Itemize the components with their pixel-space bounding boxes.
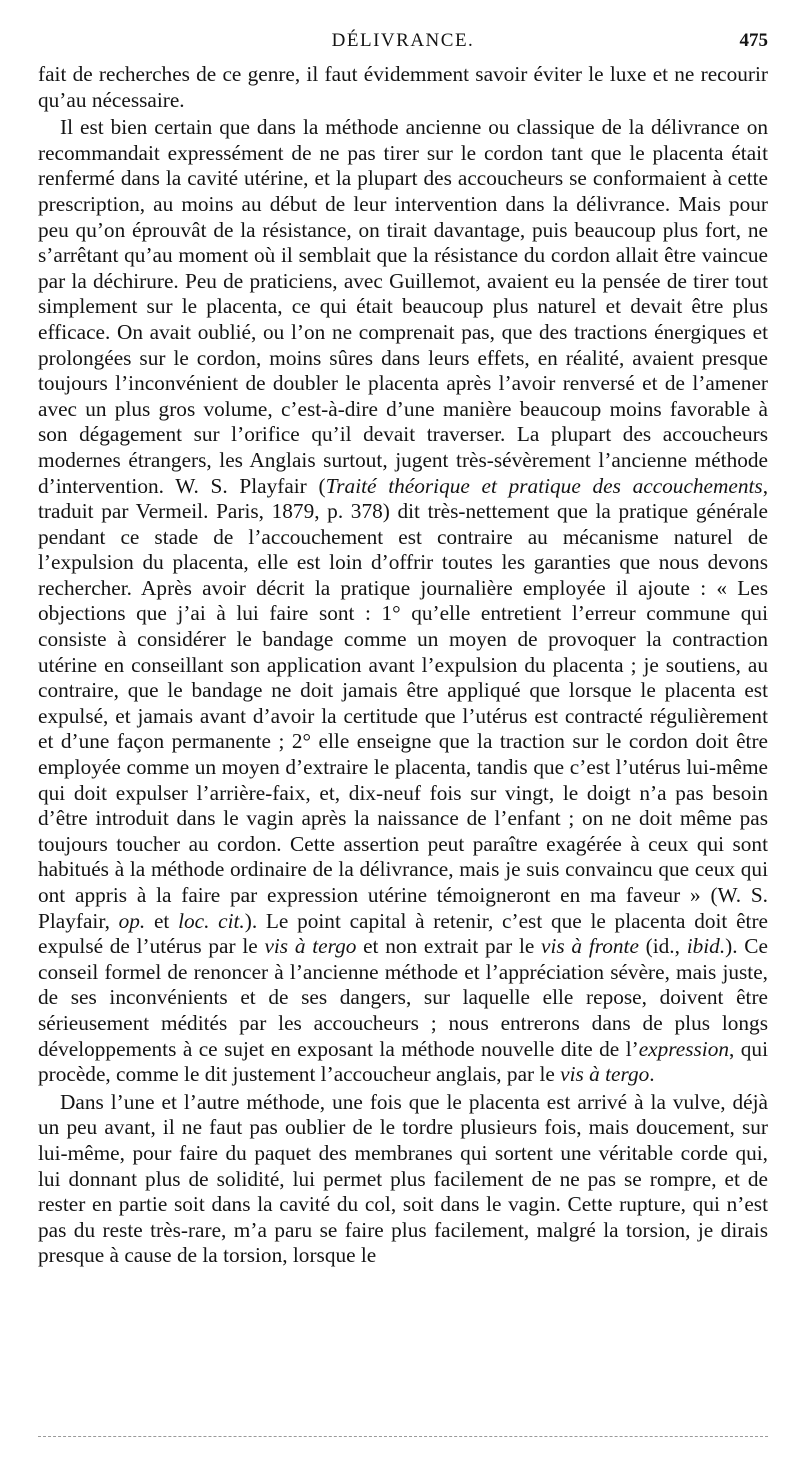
italic-run: vis à tergo [264,934,357,959]
italic-run: ibid. [686,934,726,959]
text-run: et [145,908,179,933]
text-run: Dans l’une et l’autre méthode, une fois que le placenta est arrivé à la vulve, déjà un peu avant, il ne faut pas oublier de le tordre plusieurs fois, mais doucement, sur lui-même, pour faire du paquet des membranes qui sortent une véritable corde qui, lui donnant plus de solidité, lui permet plus facilement de ne pas se rompre, et de rester en partie soit dans la cavité du col, soit dans le vagin. Cette rupture, qui n’est pas du reste très-rare, m’a paru se faire plus facilement, malgré la torsion, je dirais presque à cause de la torsion, lorsque le [38,1089,768,1268]
running-title: DÉLIVRANCE. [331,30,475,51]
text-run: , traduit par Vermeil. Paris, 1879, p. 378) dit très-nettement que la pratique générale pendant ce stade de l’accouchement est contraire au mécanisme naturel de l’expulsion du placenta, elle est loin d’offrir toutes les garanties que nous devons rechercher. Après avoir décrit la pratique journalière employée il ajoute : « Les objections que j’ai à lui faire sont : 1° qu’elle entretient l’erreur commune qui consiste à considérer le bandage comme un moyen de provoquer la contraction utérine en conseillant son application avant l’expulsion du placenta ; je soutiens, au contraire, que le bandage ne doit jamais être appliqué que lorsque le placenta est expulsé, et jamais avant d’avoir la certitude que l’utérus est contracté régulièrement et d’une façon permanente ; 2° elle enseigne que la traction sur le cordon doit être employée comme un moyen d’extraire le placenta, tandis que c’est l’utérus lui-même qui doit expulser l’arrière-faix, et, dix-neuf fois sur vingt, le doigt n’a pas besoin d’être introduit dans le vagin après la naissance de l’enfant ; on ne doit même pas toujours toucher au cordon. Cette assertion peut paraître exagérée à ceux qui sont habitués à la méthode ordinaire de la délivrance, mais je suis convaincu que ceux qui ont appris à la faire par expression utérine témoigneront en ma faveur » (W. S. Playfair, [38,473,769,933]
italic-run: vis à tergo [560,1062,650,1087]
body-text [38,62,768,1269]
text-run: (id., [638,934,687,959]
text-run: ). Ce conseil formel de renoncer à l’ancienne méthode et l’appréciation sévère, mais juste, de ses inconvénients et de ses dangers, sur laquelle elle repose, doivent être sérieusement médités par les accoucheurs ; nous entrerons dans de plus longs développements à ce sujet en exposant la méthode nouvelle dite de l’ [38,934,768,1061]
italic-run: vis à fronte [541,934,639,959]
italic-run: op. [118,908,146,933]
text-run: , qui procède, comme le dit justement l’accoucheur anglais, par le [38,1036,768,1087]
text-run: Il est bien certain que dans la méthode ancienne ou classique de la délivrance on recommandait expressément de ne pas tirer sur le cordon tant que le placenta était renfermé dans la cavité utérine, et la plupart des accoucheurs se conformaient à cette prescription, au moins au début de leur intervention dans la délivrance. Mais pour peu qu’on éprouvât de la résistance, on tirait davantage, puis beaucoup plus fort, ne s’arrêtant qu’au moment où il semblait que la résistance du cordon allait être vaincue par la déchirure. Peu de praticiens, avec Guillemot, avaient eu la pensée de tirer tout simplement sur le placenta, ce qui était beaucoup plus naturel et devait être plus efficace. On avait oublié, ou l’on ne comprenait pas, que des tractions énergiques et prolongées sur le cordon, moins sûres dans leurs effets, en réalité, avaient presque toujours l’inconvénient de doubler le placenta après l’avoir renversé et de l’amener avec un plus gros volume, c’est-à-dire d’une manière beaucoup moins favorable à son dégagement sur l’orifice qu’il devait traverser. La plupart des accoucheurs modernes étrangers, les Anglais surtout, jugent très-sévèrement l’ancienne méthode d’intervention. W. S. Playfair ( [38,115,768,498]
italic-run: loc. cit. [178,908,245,933]
paragraph [38,62,768,113]
italic-run: expression [638,1036,730,1061]
paragraph [38,115,768,1088]
page-number: 475 [739,30,768,51]
italic-run: Traité théorique et pratique des accouchements [325,473,763,498]
text-run: et non extrait par le [356,934,542,959]
text-run: ). Le point capital à retenir, c’est que le placenta doit être expulsé de l’utérus par le [38,908,768,959]
paragraph [38,1090,768,1269]
footer-dashed-rule [38,1436,768,1437]
page-header [38,30,768,54]
text-run: . [649,1062,655,1087]
text-run: fait de recherches de ce genre, il faut évidemment savoir éviter le luxe et ne recourir qu’au nécessaire. [38,62,768,112]
